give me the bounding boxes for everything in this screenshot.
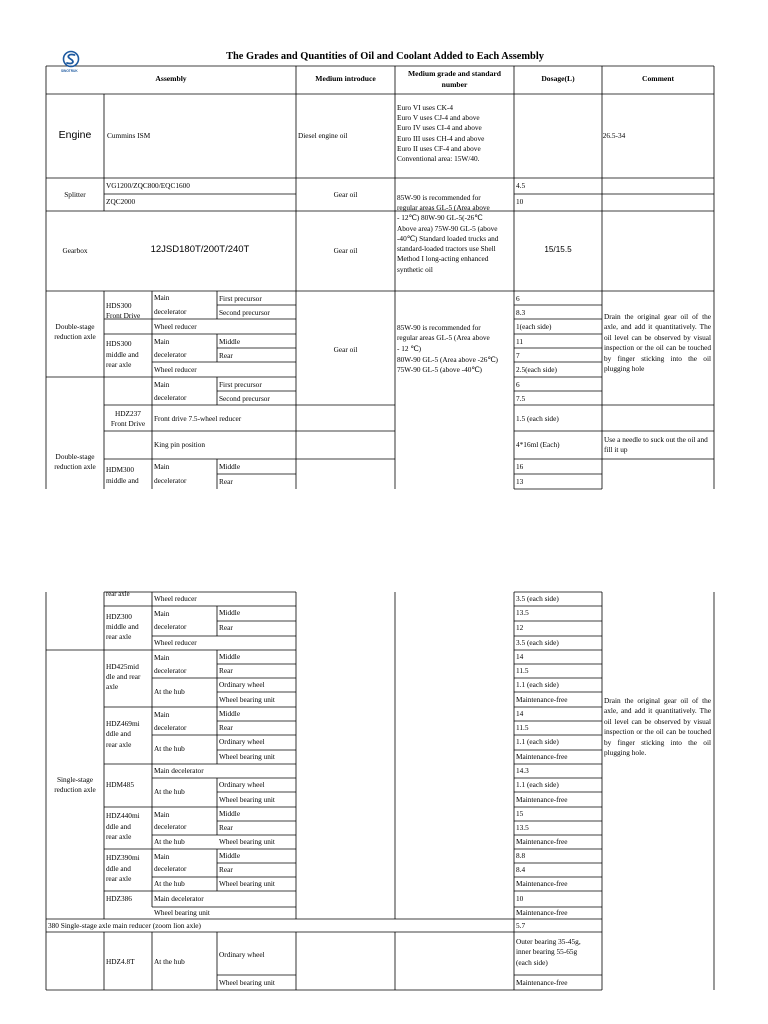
splitter-dosage-1: 4.5 — [516, 181, 526, 190]
p2-at-hub-b: At the hub — [154, 687, 185, 696]
gearbox-model: 12JSD180T/200T/240T — [150, 244, 250, 255]
p2-main-decel-a2: decelerator — [154, 622, 187, 631]
hds300-front-1: HDS300 — [106, 301, 132, 310]
engine-grade-3: Euro IV uses CI-4 and above — [397, 123, 482, 132]
p2-hdz386: HDZ386 — [106, 894, 132, 903]
king-pin-position: King pin position — [154, 440, 206, 449]
p2-dosage-22: 10 — [516, 894, 524, 903]
p2-dosage-19: 8.8 — [516, 851, 526, 860]
p2-wheel-bearing-d: Wheel bearing unit — [219, 795, 275, 804]
p2-rear-e: Rear — [219, 823, 233, 832]
hds300-front-2: Front Drive — [106, 311, 141, 320]
p2-middle-c: Middle — [219, 709, 241, 718]
d1-middle-b: Middle — [219, 337, 241, 346]
p2-dosage-1: 3.5 (each side) — [516, 594, 559, 603]
d1-main-decel-c1: Main — [154, 380, 170, 389]
hds300-mid-3: rear axle — [106, 360, 132, 369]
hdz237-2: Front Drive — [110, 419, 146, 428]
logo-text: SINOTRUK — [61, 69, 78, 73]
p2-dosage-bearing-1: Outer bearing 35-45g, — [516, 937, 581, 946]
p2-dosage-23: Maintenance-free — [516, 908, 568, 917]
d1-grade-3: - 12 ℃) — [397, 344, 421, 353]
hdm300-1: HDM300 — [106, 465, 134, 474]
d1-dosage-4: 11 — [516, 337, 524, 346]
double-stage-2-label-1: Double-stage — [55, 452, 95, 461]
p2-hdm485: HDM485 — [106, 780, 134, 789]
p2-dosage-9: 14 — [516, 709, 524, 718]
p2-rear-f: Rear — [219, 865, 233, 874]
double-stage-1-label-1: Double-stage — [55, 322, 95, 331]
p2-dosage-7: 1.1 (each side) — [516, 680, 559, 689]
engine-dosage: 26.5-34 — [602, 131, 626, 140]
hdz237-1: HDZ237 — [115, 409, 141, 418]
d2-main-decel-2: decelerator — [154, 476, 187, 485]
p2-hdz440-3: rear axle — [106, 832, 132, 841]
d1-dosage-5: 7 — [516, 351, 520, 360]
sinotruk-logo — [55, 50, 87, 76]
p2-rear-c: Rear — [219, 723, 233, 732]
p2-dosage-10: 11.5 — [516, 723, 529, 732]
d1-dosage-1: 6 — [516, 294, 520, 303]
d1-dosage-3: 1(each side) — [516, 322, 552, 331]
p2-main-decel-f2: decelerator — [154, 864, 187, 873]
engine-label: Engine — [58, 129, 92, 141]
engine-grade-4: Euro III uses CH-4 and above — [397, 134, 485, 143]
header-assembly: Assembly — [155, 74, 187, 83]
p2-wheel-bearing-g: Wheel bearing unit — [154, 908, 210, 917]
d1-first-precursor-c: First precursor — [219, 380, 262, 389]
p2-at-hub-c: At the hub — [154, 744, 185, 753]
p2-hdz440-1: HDZ440mi — [106, 811, 140, 820]
p2-main-decel-full-g: Main decelerator — [154, 894, 204, 903]
gear-grade-1: 85W-90 is recommended for — [397, 193, 481, 202]
gear-grade-8: synthetic oil — [397, 265, 433, 274]
p2-wheel-reducer-a: Wheel reducer — [154, 594, 197, 603]
p2-dosage-11: 1.1 (each side) — [516, 737, 559, 746]
engine-medium: Diesel engine oil — [298, 131, 348, 140]
engine-model: Cummins ISM — [107, 131, 151, 140]
p2-dosage-3: 12 — [516, 623, 524, 632]
double-stage-2-label-2: reduction axle — [54, 462, 96, 471]
p2-at-hub-d: At the hub — [154, 787, 185, 796]
p2-dosage-6: 11.5 — [516, 666, 529, 675]
p2-wheel-bearing-b: Wheel bearing unit — [219, 695, 275, 704]
d1-main-decel-b2: decelerator — [154, 350, 187, 359]
p2-wheel-bearing-h: Wheel bearing unit — [219, 978, 275, 987]
header-comment: Comment — [641, 74, 675, 83]
p2-rear-a: Rear — [219, 623, 233, 632]
p2-hdz300-2: middle and — [106, 622, 139, 631]
splitter-dosage-2: 10 — [516, 197, 524, 206]
p2-dosage-16: 15 — [516, 809, 524, 818]
hds300-mid-2: middle and — [106, 350, 139, 359]
p2-hdz390-3: rear axle — [106, 874, 132, 883]
d1-first-precursor-a: First precursor — [219, 294, 262, 303]
double-stage-1-label-2: reduction axle — [54, 332, 96, 341]
p2-rear-axle-cont: rear axle — [106, 591, 130, 598]
p2-main-decel-e1: Main — [154, 810, 170, 819]
d1-medium: Gear oil — [333, 345, 358, 354]
splitter-model-1: VG1200/ZQC800/EQC1600 — [106, 181, 190, 190]
p2-main-decel-full-d: Main decelerator — [154, 766, 204, 775]
p2-main-decel-e2: decelerator — [154, 822, 187, 831]
p2-comment: Drain the original gear oil of the axle, and add it quantitatively. The oil level can be observed by visual inspection or the oil can be touched by finger sticking into the oil plugging hole. — [604, 696, 711, 758]
single-stage-label-2: reduction axle — [54, 785, 96, 794]
p2-main-decel-c1: Main — [154, 710, 170, 719]
p2-dosage-bearing-3: (each side) — [516, 958, 548, 967]
d1-main-decel-c2: decelerator — [154, 393, 187, 402]
d2-main-decel-1: Main — [154, 462, 170, 471]
d1-second-precursor-c: Second precursor — [219, 394, 270, 403]
engine-grade-5: Euro II uses CF-4 and above — [397, 144, 481, 153]
d1-grade-4: 80W-90 GL-5 (Area above -26℃) — [397, 355, 498, 364]
d2-dosage-middle: 16 — [516, 462, 524, 471]
p2-middle-b: Middle — [219, 652, 241, 661]
p2-middle-f: Middle — [219, 851, 241, 860]
gear-grade-7: Method I long-acting enhanced — [397, 254, 489, 263]
p2-dosage-20: 8.4 — [516, 865, 526, 874]
p2-main-decel-b2: decelerator — [154, 666, 187, 675]
p2-hdz300-3: rear axle — [106, 632, 132, 641]
header-dosage: Dosage(L) — [541, 74, 575, 83]
document-title: The Grades and Quantities of Oil and Coolant Added to Each Assembly — [226, 51, 544, 62]
p2-dosage-12: Maintenance-free — [516, 752, 568, 761]
p2-main-decel-b1: Main — [154, 653, 170, 662]
header-grade-line1: Medium grade and standard — [407, 69, 502, 78]
p2-hdz469-1: HDZ469mi — [106, 719, 140, 728]
p2-main-decel-c2: decelerator — [154, 723, 187, 732]
d1-comment: Drain the original gear oil of the axle, and add it quantitatively. The oil level can be observed by visual inspection or the oil can be touched by finger sticking into the oil plugging hole — [604, 312, 711, 374]
p2-dosage-5: 14 — [516, 652, 524, 661]
gearbox-label: Gearbox — [62, 246, 88, 255]
p2-wheel-reducer-b: Wheel reducer — [154, 638, 197, 647]
gearbox-dosage: 15/15.5 — [544, 245, 572, 254]
d1-main-decel-a2: decelerator — [154, 307, 187, 316]
d1-grade-1: 85W-90 is recommended for — [397, 323, 481, 332]
p2-hdz440-2: ddle and — [106, 822, 131, 831]
p2-hdz390-1: HDZ390mi — [106, 853, 140, 862]
p2-wheel-bearing-c: Wheel bearing unit — [219, 752, 275, 761]
p2-at-hub-f: At the hub — [154, 879, 185, 888]
header-grade-line2: number — [441, 80, 468, 89]
p2-hdz390-2: ddle and — [106, 864, 131, 873]
p2-hd425-3: axle — [106, 682, 119, 691]
single-stage-label-1: Single-stage — [56, 775, 94, 784]
p2-dosage-4: 3.5 (each side) — [516, 638, 559, 647]
engine-grade-2: Euro V uses CJ-4 and above — [397, 113, 480, 122]
gear-grade-6: standard-loaded tractors use Shell — [397, 244, 496, 253]
d2-middle: Middle — [219, 462, 241, 471]
splitter-model-2: ZQC2000 — [106, 197, 136, 206]
d1-rear-b: Rear — [219, 351, 233, 360]
d1-dosage-7: 6 — [516, 380, 520, 389]
d1-second-precursor-a: Second precursor — [219, 308, 270, 317]
splitter-medium: Gear oil — [333, 190, 358, 199]
p2-dosage-8: Maintenance-free — [516, 695, 568, 704]
p2-dosage-18: Maintenance-free — [516, 837, 568, 846]
splitter-label: Splitter — [64, 190, 86, 199]
p2-dosage-17: 13.5 — [516, 823, 529, 832]
p2-dosage-13: 14.3 — [516, 766, 529, 775]
p2-dosage-2: 13.5 — [516, 608, 529, 617]
p2-hdz469-2: ddle and — [106, 729, 131, 738]
p2-hd425-2: dle and rear — [106, 672, 141, 681]
engine-grade-6: Conventional area: 15W/40. — [397, 154, 480, 163]
p2-dosage-15: Maintenance-free — [516, 795, 568, 804]
hdm300-2: middle and — [106, 476, 139, 485]
gear-grade-3: - 12℃) 80W-90 GL-5(-26℃ — [397, 213, 483, 222]
p2-ordinary-wheel-h: Ordinary wheel — [219, 950, 265, 959]
sinotruk-logo-icon — [55, 50, 87, 70]
d1-grade-5: 75W-90 GL-5 (above -40℃) — [397, 365, 482, 374]
hds300-mid-1: HDS300 — [106, 339, 132, 348]
d1-dosage-6: 2.5(each side) — [516, 365, 557, 374]
header-medium: Medium introduce — [315, 74, 376, 83]
p2-ordinary-wheel-d: Ordinary wheel — [219, 780, 265, 789]
d1-dosage-8: 7.5 — [516, 394, 526, 403]
p2-main-decel-f1: Main — [154, 852, 170, 861]
d1-wheel-reducer-b: Wheel reducer — [154, 365, 197, 374]
p2-dosage-14: 1.1 (each side) — [516, 780, 559, 789]
d1-main-decel-a1: Main — [154, 293, 170, 302]
gearbox-medium: Gear oil — [333, 246, 358, 255]
p2-at-hub-e: At the hub — [154, 837, 185, 846]
p2-middle-a: Middle — [219, 608, 241, 617]
d1-grade-2: regular areas GL-5 (Area above — [397, 333, 490, 342]
p2-dosage-bearing-2: inner bearing 55-65g — [516, 947, 578, 956]
p2-hdz48t: HDZ4.8T — [106, 957, 135, 966]
gear-grade-2: regular areas GL-5 (Area above — [397, 203, 490, 212]
engine-grade-1: Euro VI uses CK-4 — [397, 103, 454, 112]
d2-comment-king: Use a needle to suck out the oil and fill it up — [604, 435, 708, 455]
p2-hd425-1: HD425mid — [106, 662, 139, 671]
p2-middle-e: Middle — [219, 809, 241, 818]
p2-at-hub-h: At the hub — [154, 957, 185, 966]
d1-wheel-reducer-a: Wheel reducer — [154, 322, 197, 331]
p2-dosage-21: Maintenance-free — [516, 879, 568, 888]
p2-hdz469-3: rear axle — [106, 740, 132, 749]
d2-dosage-king: 4*16ml (Each) — [516, 440, 560, 449]
front-drive-wheel-reducer: Front drive 7.5-wheel reducer — [154, 414, 242, 423]
p2-hdz300-1: HDZ300 — [106, 612, 132, 621]
p2-ordinary-wheel-c: Ordinary wheel — [219, 737, 265, 746]
d1-main-decel-b1: Main — [154, 337, 170, 346]
p2-main-decel-a1: Main — [154, 609, 170, 618]
p2-dosage-24: 5.7 — [516, 921, 526, 930]
gear-grade-5: -40℃) Standard loaded trucks and — [397, 234, 499, 243]
d2-dosage-front: 1.5 (each side) — [516, 414, 559, 423]
p2-single-380: 380 Single-stage axle main reducer (zoom lion axle) — [48, 921, 201, 930]
p2-wheel-bearing-f: Wheel bearing unit — [219, 879, 275, 888]
p2-wheel-bearing-e: Wheel bearing unit — [219, 837, 275, 846]
p2-dosage-last: Maintenance-free — [516, 978, 568, 987]
d1-dosage-2: 8.3 — [516, 308, 526, 317]
d2-rear: Rear — [219, 477, 233, 486]
p2-rear-b: Rear — [219, 666, 233, 675]
gear-grade-4: Above area) 75W-90 GL-5 (above — [397, 224, 498, 233]
d2-dosage-rear: 13 — [516, 477, 524, 486]
p2-ordinary-wheel-b: Ordinary wheel — [219, 680, 265, 689]
